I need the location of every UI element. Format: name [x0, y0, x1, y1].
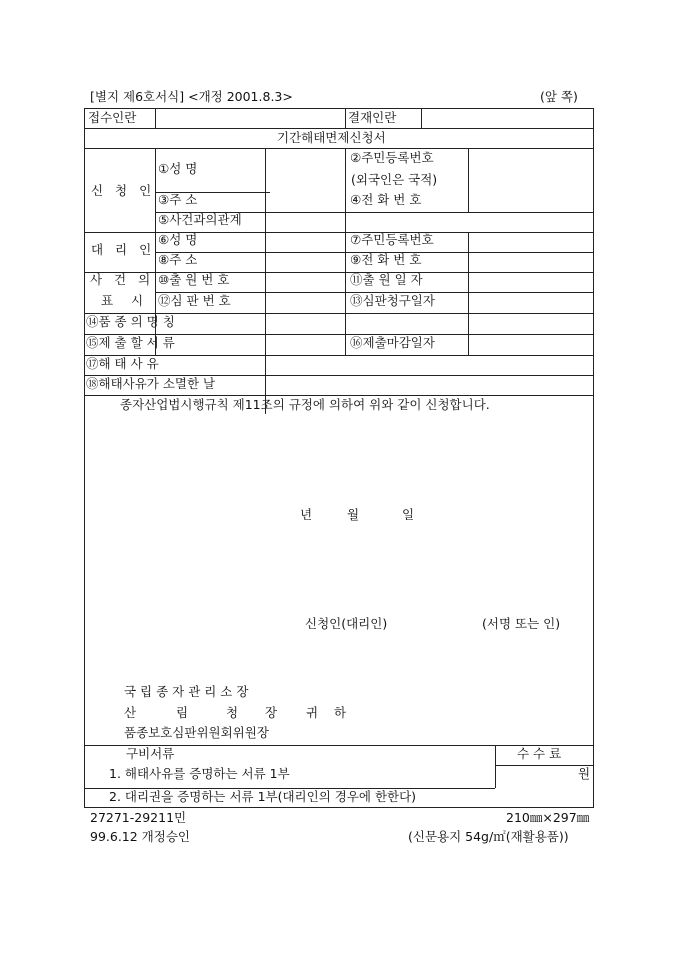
recipient-line-2c: 청 [226, 705, 239, 720]
trial-number-label: ⑫심 판 번 호 [158, 293, 231, 308]
reason-end-date-label: ⑱해태사유가 소멸한 날 [86, 376, 216, 391]
form-number: [별지 제6호서식] <개정 2001.8.3> [90, 89, 293, 104]
agent-address-field[interactable] [266, 253, 340, 269]
footer-code: 27271-29211민 [90, 810, 187, 825]
recipient-line-1: 국 립 종 자 관 리 소 장 [124, 684, 249, 699]
applicant-group-label: 신 청 인 [91, 183, 156, 198]
application-number-label: ⑩출 원 번 호 [158, 272, 230, 287]
footer-paper: (신문용지 54g/㎡(재활용품)) [408, 829, 569, 844]
applicant-relation-label: ⑤사건과의관계 [158, 212, 242, 227]
recipient-line-2d: 장 [265, 705, 278, 720]
recipient-line-2b: 림 [176, 705, 189, 720]
applicant-name-label: ①성 명 [158, 161, 198, 176]
column-divider [468, 334, 469, 355]
date-month-label: 월 [347, 507, 360, 522]
applicant-address-label: ③주 소 [158, 192, 198, 207]
agent-id-label: ⑦주민등록번호 [350, 232, 434, 247]
approval-label: 결재인란 [348, 110, 397, 125]
date-day-label: 일 [402, 507, 415, 522]
footer-size: 210㎜×297㎜ [506, 810, 590, 825]
applicant-relation-field[interactable] [266, 213, 590, 229]
variety-name-label: ⑭품 종 의 명 칭 [86, 314, 175, 329]
page-side-label: (앞 쪽) [540, 89, 578, 104]
row-divider [85, 355, 593, 356]
applicant-id-label: ②주민등록번호 [350, 150, 434, 165]
agent-address-label: ⑧주 소 [158, 252, 198, 267]
receipt-label: 접수인란 [88, 110, 137, 125]
agent-name-field[interactable] [266, 233, 340, 249]
deadline-label: ⑯제출마감일자 [350, 335, 435, 350]
column-divider [345, 109, 346, 128]
date-year-label: 년 [300, 507, 313, 522]
deadline-field[interactable] [470, 336, 590, 352]
variety-name-field[interactable] [266, 315, 590, 331]
trial-request-date-label: ⑬심판청구일자 [350, 293, 435, 308]
documents-field[interactable] [266, 336, 340, 352]
application-number-field[interactable] [266, 273, 340, 289]
fee-unit: 원 [578, 766, 591, 781]
signature-note: (서명 또는 인) [482, 616, 561, 631]
column-divider [345, 334, 346, 355]
recipient-honorific: 귀 하 [306, 705, 353, 720]
documents-label: ⑮제 출 할 서 류 [86, 335, 175, 350]
attachment-item-1: 1. 해태사유를 증명하는 서류 1부 [109, 766, 290, 781]
signature-applicant-label: 신청인(대리인) [305, 616, 388, 631]
reason-field[interactable] [266, 357, 590, 373]
form-title: 기간해태면제신청서 [277, 130, 386, 145]
case-group-label-1: 사 건 의 [90, 272, 155, 287]
approval-stamp-area[interactable] [422, 110, 590, 124]
agent-phone-label: ⑨전 화 번 호 [350, 252, 422, 267]
statement-text: 종자산업법시행규칙 제11조의 규정에 의하여 위와 같이 신청합니다. [120, 397, 490, 412]
application-date-field[interactable] [470, 273, 590, 289]
case-group-label-2: 표 시 [101, 293, 151, 308]
agent-group-label: 대 리 인 [91, 242, 156, 257]
fee-amount-field[interactable] [496, 766, 576, 782]
recipient-line-2a: 산 [124, 705, 137, 720]
reason-label: ⑰해 태 사 유 [86, 356, 159, 371]
attachment-item-2: 2. 대리권을 증명하는 서류 1부(대리인의 경우에 한한다) [109, 789, 417, 804]
footer-approval: 99.6.12 개정승인 [90, 829, 190, 844]
row-divider [85, 395, 593, 396]
row-divider [85, 148, 593, 149]
application-date-label: ⑪출 원 일 자 [350, 272, 423, 287]
trial-number-field[interactable] [266, 294, 340, 310]
agent-id-field[interactable] [470, 233, 590, 249]
agent-name-label: ⑥성 명 [158, 232, 198, 247]
applicant-phone-label: ④전 화 번 호 [350, 192, 422, 207]
row-divider [85, 128, 593, 129]
reason-end-date-field[interactable] [266, 377, 590, 393]
recipient-line-3: 품종보호심판위원회위원장 [124, 725, 269, 740]
agent-phone-field[interactable] [470, 253, 590, 269]
receipt-stamp-area[interactable] [156, 110, 342, 124]
applicant-id-field[interactable] [470, 150, 590, 188]
trial-request-date-field[interactable] [470, 294, 590, 310]
column-divider [468, 148, 469, 212]
applicant-phone-field[interactable] [470, 193, 590, 209]
applicant-name-field[interactable] [266, 150, 340, 188]
applicant-address-field[interactable] [266, 193, 340, 209]
applicant-id-note: (외국인은 국적) [351, 172, 438, 187]
attachments-label: 구비서류 [126, 746, 175, 761]
fee-label: 수 수 료 [517, 746, 562, 761]
